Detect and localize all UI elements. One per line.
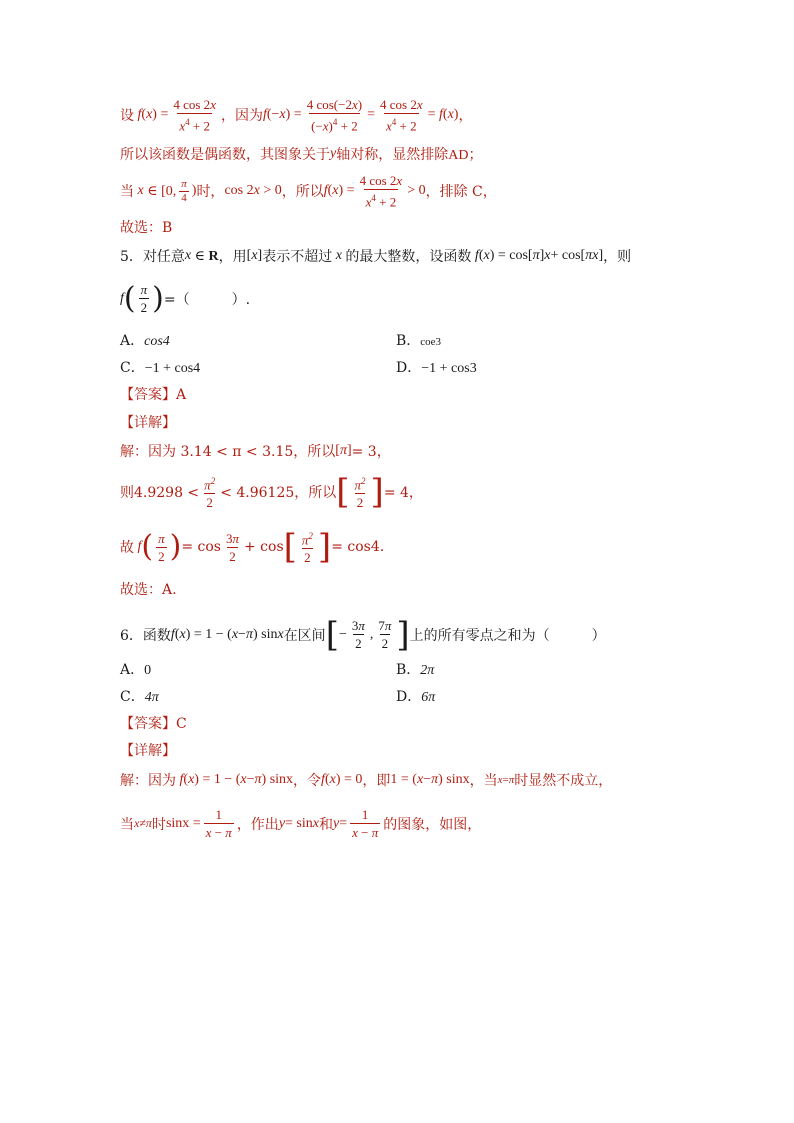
prev-line-2: 所以该函数是偶函数，其图象关于 y 轴对称，显然排除 AD；	[120, 146, 483, 163]
q5-stem: 5．对任意 x ∈ R ，用 [ x ] 表示不超过 x 的最大整数，设函数 f ( x ) = cos[ π ] x + cos[ πx ] ，则	[120, 248, 632, 265]
q6-option-a: A．0	[120, 662, 152, 678]
q5-answer: 【答案】A	[120, 387, 187, 403]
q5-option-b: B．coe3	[396, 333, 442, 349]
q5-option-c: C．−1 + cos4	[120, 360, 201, 376]
q5-detail-label: 【详解】	[120, 415, 176, 431]
q6-solution-1: 解：因为 f ( x ) = 1 − ( x − π ) sinx ，令 f ( x ) = 0 ，即 1 = ( x − π ) sinx ，当 x = π 时显然不成立，	[120, 772, 613, 789]
q6-option-d: D．6π	[396, 689, 436, 705]
q5-solution-3: 故 f ( $\frac{\pi}{2}$ ) = cos $\frac{3\pi}{2}$ + cos [ $\frac{\pi^2}{2}$ ] = cos4.	[120, 527, 385, 568]
q6-option-c: C．4π	[120, 689, 159, 705]
q6-detail-label: 【详解】	[120, 743, 176, 759]
prev-line-3: 当 x ∈ [0, $\frac{\pi}{4}$ ) 时， cos 2x > 0 ，所以 f ( x ) = $\frac{4 \cos 2x}{x^4 + 2}$ > 0 ，排除 C，	[120, 173, 497, 210]
prev-line-1: 设 f ( x ) = $\frac{4 \cos 2x}{x^4 + 2}$ ，因为 f (− x ) = $\frac{4 \cos(-2x)}{(-x)^4 + 2}$ = $\frac{4 \cos 2x}{x^4 + 2}$ = f ( x ) ，	[120, 97, 473, 134]
q5-stem-2: f ( $\frac{\pi}{2}$ ) =（ ）.	[120, 280, 251, 316]
q6-solution-2: 当 x ≠ π 时 sinx = $\frac{1}{x - \pi}$ ，作出 y = sin x 和 y = $\frac{1}{x - \pi}$ 的图象，如图，	[120, 807, 482, 840]
q6-answer: 【答案】C	[120, 716, 187, 732]
prev-choose: 故选：B	[120, 220, 173, 236]
q5-option-d: D．−1 + cos3	[396, 360, 477, 376]
q6-option-b: B．2π	[396, 662, 435, 678]
q5-solution-2: 则4.9298 < $\frac{\pi^2}{2}$ < 4.96125，所以 [ $\frac{\pi^2}{2}$ ] = 4，	[120, 472, 423, 513]
q5-choose: 故选：A.	[120, 582, 177, 598]
fraction: $\frac{4 \cos 2x}{x^4 + 2}$	[173, 97, 216, 134]
q5-option-a: A．cos4	[120, 333, 170, 349]
q6-stem: 6．函数 f ( x ) = 1 − ( x − π ) sin x 在区间 [ − $\frac{3\pi}{2}$ , $\frac{7\pi}{2}$ ] 上的所有零点之和为（ ）	[120, 614, 606, 655]
q5-solution-1: 解：因为 3.14 < π < 3.15，所以 [ π ] = 3，	[120, 443, 391, 460]
